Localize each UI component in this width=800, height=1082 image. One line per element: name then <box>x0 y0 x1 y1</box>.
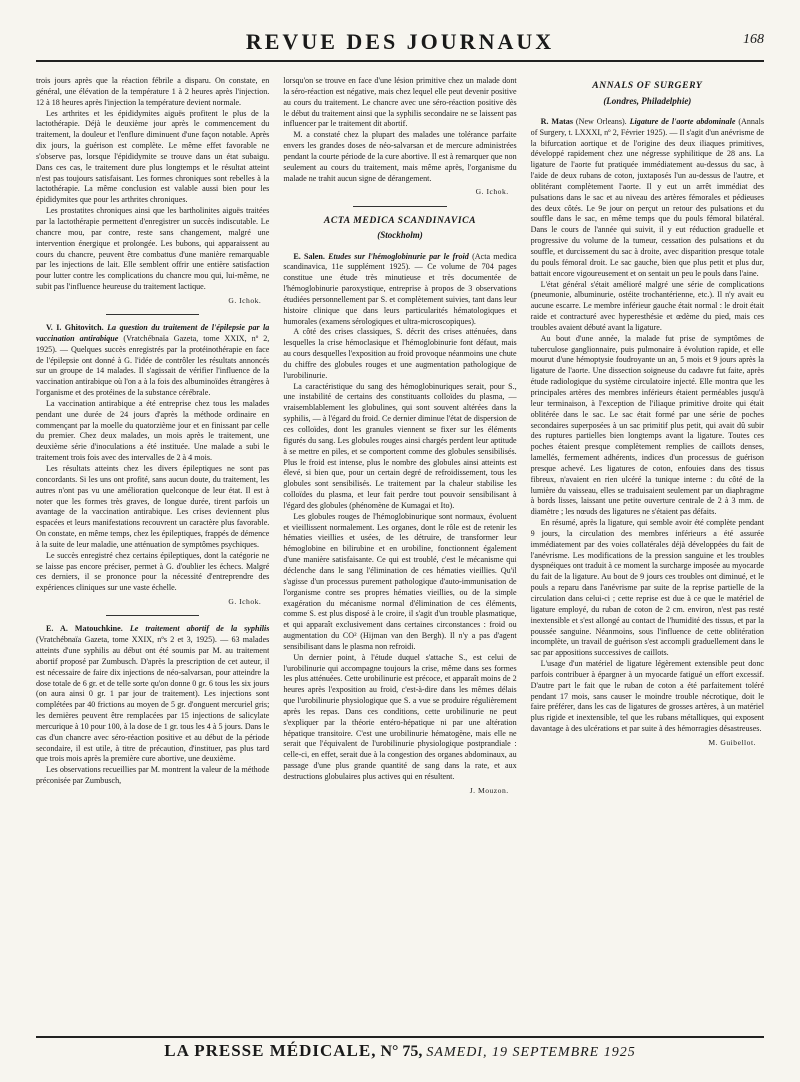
article-location: (New Orleans). <box>575 116 627 126</box>
paragraph: Un dernier point, à l'étude duquel s'attache S., est celui de l'urobilinurie qui accompagne toujours la crise, même dans ses formes les plus atténuées. Cette urobilinurie est précoce, et apparaît moins de 2 heures après l'exposition au froid, c'est-à-dire dans les mêmes délais que l'urobilinurie physiologique que S. a vue se produire régulièrement après les repas. Dans ces conditions, cette urobilinurie ne peut s'expliquer par la théorie entéro-hépatique ni par une altération hépatique transitoire. C'est une urobilinurie hématogène, mais elle ne serait que l'équivalent de l'urobilinurie physiologique postprandiale : celle-ci, en effet, serait due à la congestion des organes abdominaux, au passage d'une plus grande quantité de sang dans la rate, et aux destructions globulaires plus actives qui en résultent. <box>283 652 517 781</box>
column-3 <box>531 76 764 1038</box>
article-body: (Vratchébnaïa Gazeta, tome XXIX, nºs 2 et 3, 1925). — 63 malades atteints d'une syphilis au début ont été soumis par M. au traitement abortif proposé par Zumbusch. D'après la prescription de cet auteur, il est nécessaire de faire dix injections de néo-salvarsan, pour atteindre la dose totale de 6 gr. et de telle sorte qu'on donne 0 gr. 6 tous les six jours (on aura ainsi 0 gr. 1 par jour de traitement). Les injections sont complétées par 40 frictions au moyen de 5 gr. d'onguent mercuriel gris; les dernières peuvent être remplacées par 15 injections de salicylate mercurique à 10 pour 100, à la dose de 1 gr. tous les 4 à 5 jours. Dans le cas d'un chancre avec séro-réaction positive et au début de la période secondaire, il est utile, à titre de précaution, d'instituer, pas plus tard que trois mois après la première cure abortive, une deuxième. <box>36 635 270 764</box>
footer-issue: N° 75, <box>380 1043 423 1060</box>
paragraph: L'usage d'un matériel de ligature légèrement extensible peut donc parfois contribuer à épargner à un myocarde fatigué un effort excessif. D'autre part le fait que le ruban de coton a été parfaitement toléré pendant 17 mois, sans causer le moindre trouble nécrotique, doit le faire préférer, dans les cas de ligatures de grosses artères, à un matériel plus rigide et inextensible, tel que les rubans métalliques, qui exposent davantage à des ulcérations et par suite à des hémorragies désastreuses. <box>530 659 764 734</box>
article-body: (Acta medica scandinavica, 11e supplément 1925). — Ce volume de 704 pages constitue une étude très minutieuse et très documentée de l'hémoglobinurie paroxystique, entreprise à propos de 3 observations étudiées personnellement par S. et complètement suivies, tant dans leur histoire clinique que dans leurs particularités hématologiques et humorales (examens sérologiques et ultra-microscopiques). <box>283 251 517 326</box>
paragraph: Les résultats atteints chez les divers épileptiques ne sont pas concordants. Si les uns ont profité, sans aucun doute, du traitement, les autres n'ont pas vu une amélioration quelconque de leur état. Il est à noter que les formes très graves, de longue durée, tirent parfois un avantage de la vaccination antirabique. Les crises deviennent plus espacées et leurs manifestations recouvrent un caractère plus favorable. On constate, en même temps, chez les épileptiques, frappés de démence à la suite de leur maladie, une atténuation de symptômes psychiques. <box>36 464 270 549</box>
paragraph: Le succès enregistré chez certains épileptiques, dont la catégorie ne se laisse pas encore préciser, permet à G. d'oublier les échecs. Malgré ces derniers, il se prononce pour la nécessité d'entreprendre des expériences cliniques sur une vaste échelle. <box>36 550 270 593</box>
paragraph: En résumé, après la ligature, qui semble avoir été complète pendant 9 jours, la circulation des membres inférieurs a été assurée immédiatement par des voies collatérales déjà développées du fait de l'anévrisme. Les modifications de la pression sanguine et les troubles dyspnéiques ont traduit à ce moment la surcharge imposée au myocarde du fait de la ligature. Au bout de 9 jours ces troubles ont diminué, et le pouls a reparu dans l'anévrisme par suite de la reprise partielle de la circulation dans celui-ci ; cette reprise est due à ce que le matériel de ligature employé, du ruban de coton de 2 cm. environ, n'est pas resté inextensible et s'est allongé au contact de l'humidité des tissus, et par la poussée sanguine. Néanmoins, sous l'influence de cette oblitération incomplète, un travail de guérison s'est accompli graduellement dans le sac par appositions successives de caillots. <box>530 518 764 658</box>
page-header <box>36 22 764 62</box>
footer-journal: LA PRESSE MÉDICALE, <box>164 1041 377 1060</box>
paragraph: Les prostatites chroniques ainsi que les bartholinites aiguës traitées par la lactothérapie permettent d'enregistrer un succès indiscutable. Le chancre mou, par contre, reste sans changement, malgré une intervention énergique et prolongée. Les bubons, qui apparaissent au cours du chancre, peuvent être combattus d'une manière remarquable par les injections de lait. Elle semblent offrir une entière satisfaction pour lutter contre les complications du chancre mou qui, lui-même, ne subit pas l'influence heureuse du traitement lactique. <box>36 206 270 292</box>
article-author: R. Matas <box>540 116 574 126</box>
paragraph: Les globules rouges de l'hémoglobinurique sont normaux, évoluent et vieillissent normalement. Les organes, dont le rôle est de retenir les hématies vieillies et usées, de les détruire, de transformer leur hémoglobine en bilirubine et en urobiline, fonctionnent également d'une manière satisfaisante. Ce qui est troublé, c'est le mécanisme qui déclenche dans le sang l'élimination de ces hématies vieillies. Qu'il s'agisse d'un processus purement pathologique d'auto-immunisation de l'organisme contre ses propres hématies vieillies, ou de la simple exagération du mécanisme normal d'élimination de ces éléments, comme S. est plus disposé à le croire, il s'agit d'un trouble plasmatique, et qui apparaît exclusivement dans certaines circonstances : froid ou augmentation du CO² (Hijman van den Bergh). Il n'y a pas d'agent sensibilisant dans le plasma non refroidi. <box>283 511 517 651</box>
paragraph: trois jours après que la réaction fébrile a disparu. On constate, en général, une élévation de la température 1 à 2 heures après l'injection. 12 à 18 heures après l'injection la température devient normale. <box>36 76 270 107</box>
divider <box>106 615 199 616</box>
article-author: V. I. Ghitovitch. <box>46 323 104 333</box>
section-title: ANNALS OF SURGERY <box>592 80 703 91</box>
journal-page <box>36 22 764 1062</box>
section-subtitle: (Londres, Philadelphie) <box>603 95 692 106</box>
article-body: (Vratchébnaïa Gazeta, tome XXIX, nº 2, 1925). — Quelques succès enregistrés par la protéinothérapie en face de l'épilepsie ont donné à G. l'idée de contrôler les résultats annoncés sur un groupe de 14 malades. Il s'agissait de vérifier l'influence de la vaccination antirabique où l'on a à la fois des albuminoïdes étrangères à l'organisme et des protéines de la substance cérébrale. <box>36 333 270 398</box>
section-title: ACTA MEDICA SCANDINAVICA <box>323 214 477 226</box>
paragraph: M. a constaté chez la plupart des malades une tolérance parfaite envers les grandes doses de néo-salvarsan et de mercure administrées pendant la courte période de la cure abortive. Il est à remarquer que non seulement au cours du traitement, mais même après, l'organisme du malade ne trahit aucun signe de dérangement. <box>283 130 517 183</box>
paragraph: La caractéristique du sang des hémoglobinuriques serait, pour S., une instabilité de certains des constituants colloïdes du plasma, — vraisemblablement les globulines, qui sont souvent altérées dans la syphilis, — à l'égard du froid. Ce dernier diminue l'état de dispersion de ces colloïdes, dont les granules viennent se fixer sur les éléments figurés du sang. Les globules rouges ainsi chargés perdent leur aptitude à se mettre en piles, et se comportent comme des globules sensibilisés. Plus le froid est intense, plus le nombre des globules ainsi atteints est élevé, si bien que, pour un certain degré de refroidissement, tous les globules sont sensibilisés. Le traitement par la chaleur stabilise les colloïdes du plasma, et leur fait perdre tout pouvoir sensibilisant à l'égard des globules (phénomène de Kumagai et Ito). <box>283 381 517 510</box>
article-ghitovitch <box>36 323 269 399</box>
divider <box>106 314 199 315</box>
signature: M. Guibellot. <box>708 737 756 747</box>
paragraph: Les arthrites et les épididymites aiguës profitent le plus de la lactothérapie. Déjà le deuxième jour après le commencement du traitement, la douleur et l'enflure diminuent d'une façon notable. Après dix jours, la guérison est complète. Le même effet favorable ne s'observe pas, lorsque l'épididymite se trouve dans un état subaigu. Dans ces cas, le traitement dure plus longtemps et le résultat atteint n'est pas toujours satisfaisant. Les formes chroniques sont rebelles à la lactothérapie. La même conclusion est valable aussi bien pour les épididymites que pour les arthrites chroniques. <box>36 108 270 205</box>
paragraph: Les observations recueillies par M. montrent la valeur de la méthode préconisée par Zumbusch, <box>36 765 270 786</box>
column-2 <box>283 76 516 1038</box>
article-matouchkine <box>36 624 269 765</box>
article-title: La question du traitement de l'épilepsie par la vaccination antirabique <box>36 323 270 343</box>
article-title: Ligature de l'aorte abdominale <box>629 116 736 126</box>
article-body: (Annals of Surgery, t. LXXXI, nº 2, Février 1925). — Il s'agit d'un anévrisme de la bifurcation aortique et de l'origine des deux iliaques primitives, développé rapidement chez une négresse syphilitique de 28 ans. La ligature de l'aorte fut pratiquée immédiatement au-dessus du sac, à l'aide de deux rubans de coton, juxtaposés l'un au-dessus de l'autre, et oblitérant complètement l'aorte. Il y eut un arrêt immédiat des pulsations dans le sac et au niveau des artères fémorales et pédieuses des deux côtés. Le 9e jour on perçut un retour des pulsations et du souffle dans le sac, en même temps que du pouls fémoral bilatéral. Dans le cours de l'année qui suivit, il y eut réduction graduelle et progressive du volume de la tumeur, cessation des pulsations et du souffle, et durcissement du sac à droite, avec disparition presque totale du pouls fémoral droit. Le sac gauche, bien que plus petit et plus dur, battait encore vigoureusement et on sentait un peu le pouls dans l'aine. <box>530 116 764 278</box>
text-columns <box>36 76 764 1038</box>
page-footer <box>36 1036 764 1062</box>
paragraph: La vaccination antirabique a été entreprise chez tous les malades pendant une durée de 24 jours d'après la méthode ordinaire en commençant par la moelle du quatorzième jour et en finissant par celle du premier. Chez deux malades, un mois après le traitement, une deuxième série d'inoculations a été instituée. Une malade a subi le traitement trois fois avec des intervalles de 2 à 4 mois. <box>36 398 270 463</box>
paragraph: Au bout d'une année, la malade fut prise de symptômes de tuberculose ganglionnaire, puis pulmonaire à évolution rapide, et elle mourut d'une hémoptysie foudroyante un an, 5 mois et 9 jours après la ligature de l'aorte. Une dissection soigneuse du cadavre fut faite, après étude radiologique du système circulatoire injecté. Elle montra que les principales artères des membres inférieurs étaient perméables jusqu'à leur terminaison, à l'exception de l'iliaque primitive droite qui était oblitérée dans le sac. Le sac était formé par une série de poches secondaires superposées à un sac primitif plus petit, qui avait dû subir des ruptures partielles bien longtemps avant la ligature. Toutes ces poches étaient presque complètement remplies de caillots denses, lamellés, fermement adhérents, indices d'un processus de guérison presque achevé. Les ligatures de coton, enfouies dans des tissus fibreux, n'avaient en rien ulcéré la tunique interne : du côté de la lumière du vaisseau, elles se traduisaient seulement par un diaphragme à bords lisses, laissant une petite ouverture centrale de 2 à 3 mm. de diamètre ; les nœuds des ligatures ne s'étaient pas défaits. <box>530 333 764 517</box>
footer-date: SAMEDI, 19 SEPTEMBRE 1925 <box>426 1045 636 1060</box>
journal-title: REVUE DES JOURNAUX <box>245 29 555 54</box>
signature: G. Ichok. <box>228 295 262 305</box>
article-author: E. A. Matouchkine. <box>46 624 123 634</box>
signature: G. Ichok. <box>475 187 509 197</box>
column-1 <box>36 76 269 1038</box>
paragraph: A côté des crises classiques, S. décrit des crises atténuées, dans lesquelles la crise hémoclasique et l'hémoglobinurie font défaut, mais au cours desquelles l'exposition au froid provoque néanmoins une chute du chiffre des globules rouges et une augmentation pathologique de l'urobilinurie. <box>283 327 517 380</box>
section-subtitle: (Stockholm) <box>377 230 423 241</box>
article-title: Etudes sur l'hémoglobinurie par le froid <box>328 251 469 261</box>
article-matas <box>531 117 764 280</box>
signature: G. Ichok. <box>228 597 262 607</box>
page-number: 168 <box>743 32 764 47</box>
article-salen <box>283 252 516 328</box>
paragraph: L'état général s'était amélioré malgré une série de complications (pneumonie, albuminurie, ostéite trochantérienne, etc.). Il n'y avait eu aucune escarre. Le membre inférieur gauche était normal : le droit était raide et contracturé avec hyperesthésie et œdème du pied, mais ces troubles avaient débuté avant la ligature. <box>530 279 764 332</box>
divider <box>353 206 446 207</box>
article-author: E. Salen. <box>293 251 325 261</box>
paragraph: lorsqu'on se trouve en face d'une lésion primitive chez un malade dont la séro-réaction est négative, mais chez lequel elle peut devenir positive au cours du traitement. Le chancre avec une séro-réaction positive dès le début du traitement ainsi que la syphilis secondaire ne se laissent pas influencer par le traitement dit abortif. <box>283 76 517 129</box>
article-title: Le traitement abortif de la syphilis <box>129 624 270 634</box>
signature: J. Mouzon. <box>469 785 509 795</box>
